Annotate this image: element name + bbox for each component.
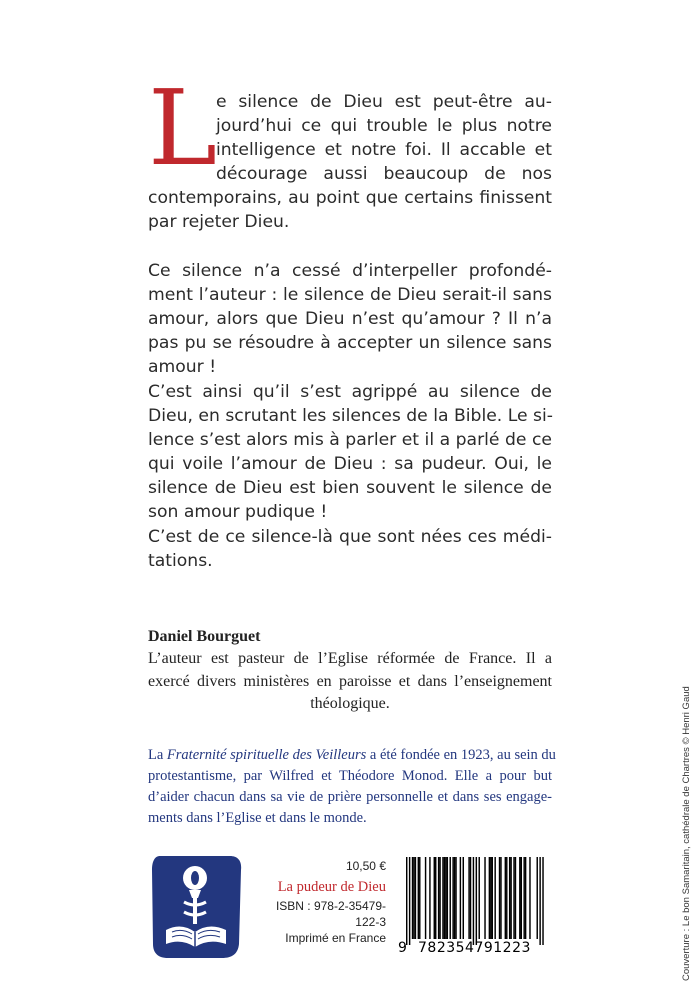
barcode-bar (479, 857, 480, 939)
veilleurs-org-name: Fraternité spirituelle des Veilleurs (166, 747, 367, 763)
text-line: C’est de ce silence-là que sont nées ces médi- (148, 527, 552, 547)
barcode-bar (435, 857, 436, 939)
barcode-bar (468, 857, 469, 939)
barcode-bar (415, 857, 416, 939)
description-paragraph-2 (148, 259, 552, 379)
barcode-bar (406, 857, 407, 945)
barcode-bar (434, 857, 435, 939)
barcode-bar (409, 857, 410, 945)
barcode-bar (500, 857, 501, 939)
veilleurs-logo-icon (148, 852, 244, 962)
barcode-bar (450, 857, 451, 939)
barcode-bar (490, 857, 491, 939)
isbn: ISBN : 978-2-35479-122-3 (275, 899, 386, 929)
barcode-bar (413, 857, 414, 939)
text-line: qui voile l’amour de Dieu : sa pudeur. Oui, le (148, 454, 552, 474)
veilleurs-note (148, 745, 556, 829)
text-line: jourd’hui ce qui trouble le plus notre (216, 116, 552, 136)
text-line: par rejeter Dieu. (148, 212, 290, 232)
cover-credit: Couverture : Le bon Samaritain, cathédrale de Chartres © Henri Gaud (681, 686, 692, 981)
text-line: Dieu, en scrutant les silences de la Bible. Le si- (148, 406, 553, 426)
text-line: amour, alors que Dieu n’est qu’amour ? Il n’a (148, 309, 552, 329)
barcode-bar (521, 857, 522, 939)
author-section (148, 626, 552, 716)
barcode-bar (529, 857, 530, 939)
barcode-bar (494, 857, 495, 939)
barcode-bar (499, 857, 500, 939)
text-line: silence de Dieu est bien souvent le silence de (148, 478, 552, 498)
barcode-bar (425, 857, 426, 939)
barcode-bar (418, 857, 419, 939)
barcode-bar (542, 857, 543, 945)
barcode-bar (505, 857, 506, 939)
description-paragraph-3 (148, 380, 552, 524)
veilleurs-line (148, 745, 556, 766)
veilleurs-line: protestantisme, par Wilfred et Théodore Monod. Elle a pour but (148, 768, 552, 784)
barcode-bar (515, 857, 516, 939)
barcode-bar (452, 857, 453, 939)
barcode-bar (489, 857, 490, 939)
text-line: tations. (148, 551, 213, 571)
barcode-bar (476, 857, 477, 945)
barcode-first-digit: 9 (398, 940, 408, 956)
text-line: lence s’est alors mis à parler et il a parlé de ce (148, 430, 552, 450)
barcode-bar (473, 857, 474, 945)
barcode-bar (506, 857, 507, 939)
barcode-bar (463, 857, 464, 939)
barcode-bar (412, 857, 413, 939)
barcode-bar (442, 857, 443, 939)
text-line: C’est ainsi qu’il s’est agrippé au silence de (148, 382, 552, 402)
barcode-bar (523, 857, 524, 939)
book-title: La pudeur de Dieu (277, 879, 386, 895)
author-name: Daniel Bourguet (148, 628, 261, 645)
description-paragraph-4 (148, 525, 552, 573)
barcode-bar (537, 857, 538, 939)
author-bio-line: L’auteur est pasteur de l’Eglise réformée de France. Il a (148, 650, 552, 667)
barcode-bar (492, 857, 493, 939)
barcode-bar (519, 857, 520, 939)
veilleurs-suffix: a été fondée en 1923, au sein du (366, 747, 556, 763)
barcode-bar (510, 857, 511, 939)
barcode-digits: 782354791223 (418, 940, 531, 956)
veilleurs-line: ments dans l’Eglise et dans le monde. (148, 810, 367, 826)
barcode-bar (455, 857, 456, 939)
text-line: amour ! (148, 357, 217, 377)
text-line: e silence de Dieu est peut-être au- (216, 92, 552, 112)
drop-cap: L (148, 67, 218, 189)
text-line: décourage aussi beaucoup de nos (216, 164, 552, 184)
veilleurs-line: d’aider chacun dans sa vie de prière personnelle et dans ses engage- (148, 789, 552, 805)
text-line: pas pu se résoudre à accepter un silence sans (148, 333, 552, 353)
barcode-bar (525, 857, 526, 939)
text-line: intelligence et notre foi. Il accable et (216, 140, 552, 160)
text-line: Ce silence n’a cessé d’interpeller profondé- (148, 261, 552, 281)
veilleurs-prefix: La (148, 747, 167, 763)
author-bio-line: exercé divers ministères en paroisse et dans l’enseignement (148, 672, 552, 690)
printed-in: Imprimé en France (285, 931, 386, 945)
price: 10,50 € (345, 859, 386, 873)
barcode-bar (447, 857, 448, 939)
barcode-bar (454, 857, 455, 939)
text-line: ment l’auteur : le silence de Dieu serait-il sans (148, 285, 552, 305)
barcode-bar (539, 857, 540, 945)
barcode-bar (445, 857, 446, 939)
publication-info (268, 858, 386, 946)
text-line: son amour pudique ! (148, 502, 328, 522)
barcode-bar (439, 857, 440, 939)
barcode-bar (470, 857, 471, 939)
barcode-bar (438, 857, 439, 939)
barcode-bar (513, 857, 514, 939)
barcode-bar (509, 857, 510, 939)
barcode-bar (429, 857, 430, 939)
barcode-bar (444, 857, 445, 939)
barcode-bar (460, 857, 461, 939)
barcode-bar (419, 857, 420, 939)
description-paragraph-1 (148, 90, 552, 234)
barcode-bar (484, 857, 485, 939)
text-line: contemporains, au point que certains finissent (148, 188, 552, 208)
author-bio-line: théologique. (310, 695, 390, 712)
